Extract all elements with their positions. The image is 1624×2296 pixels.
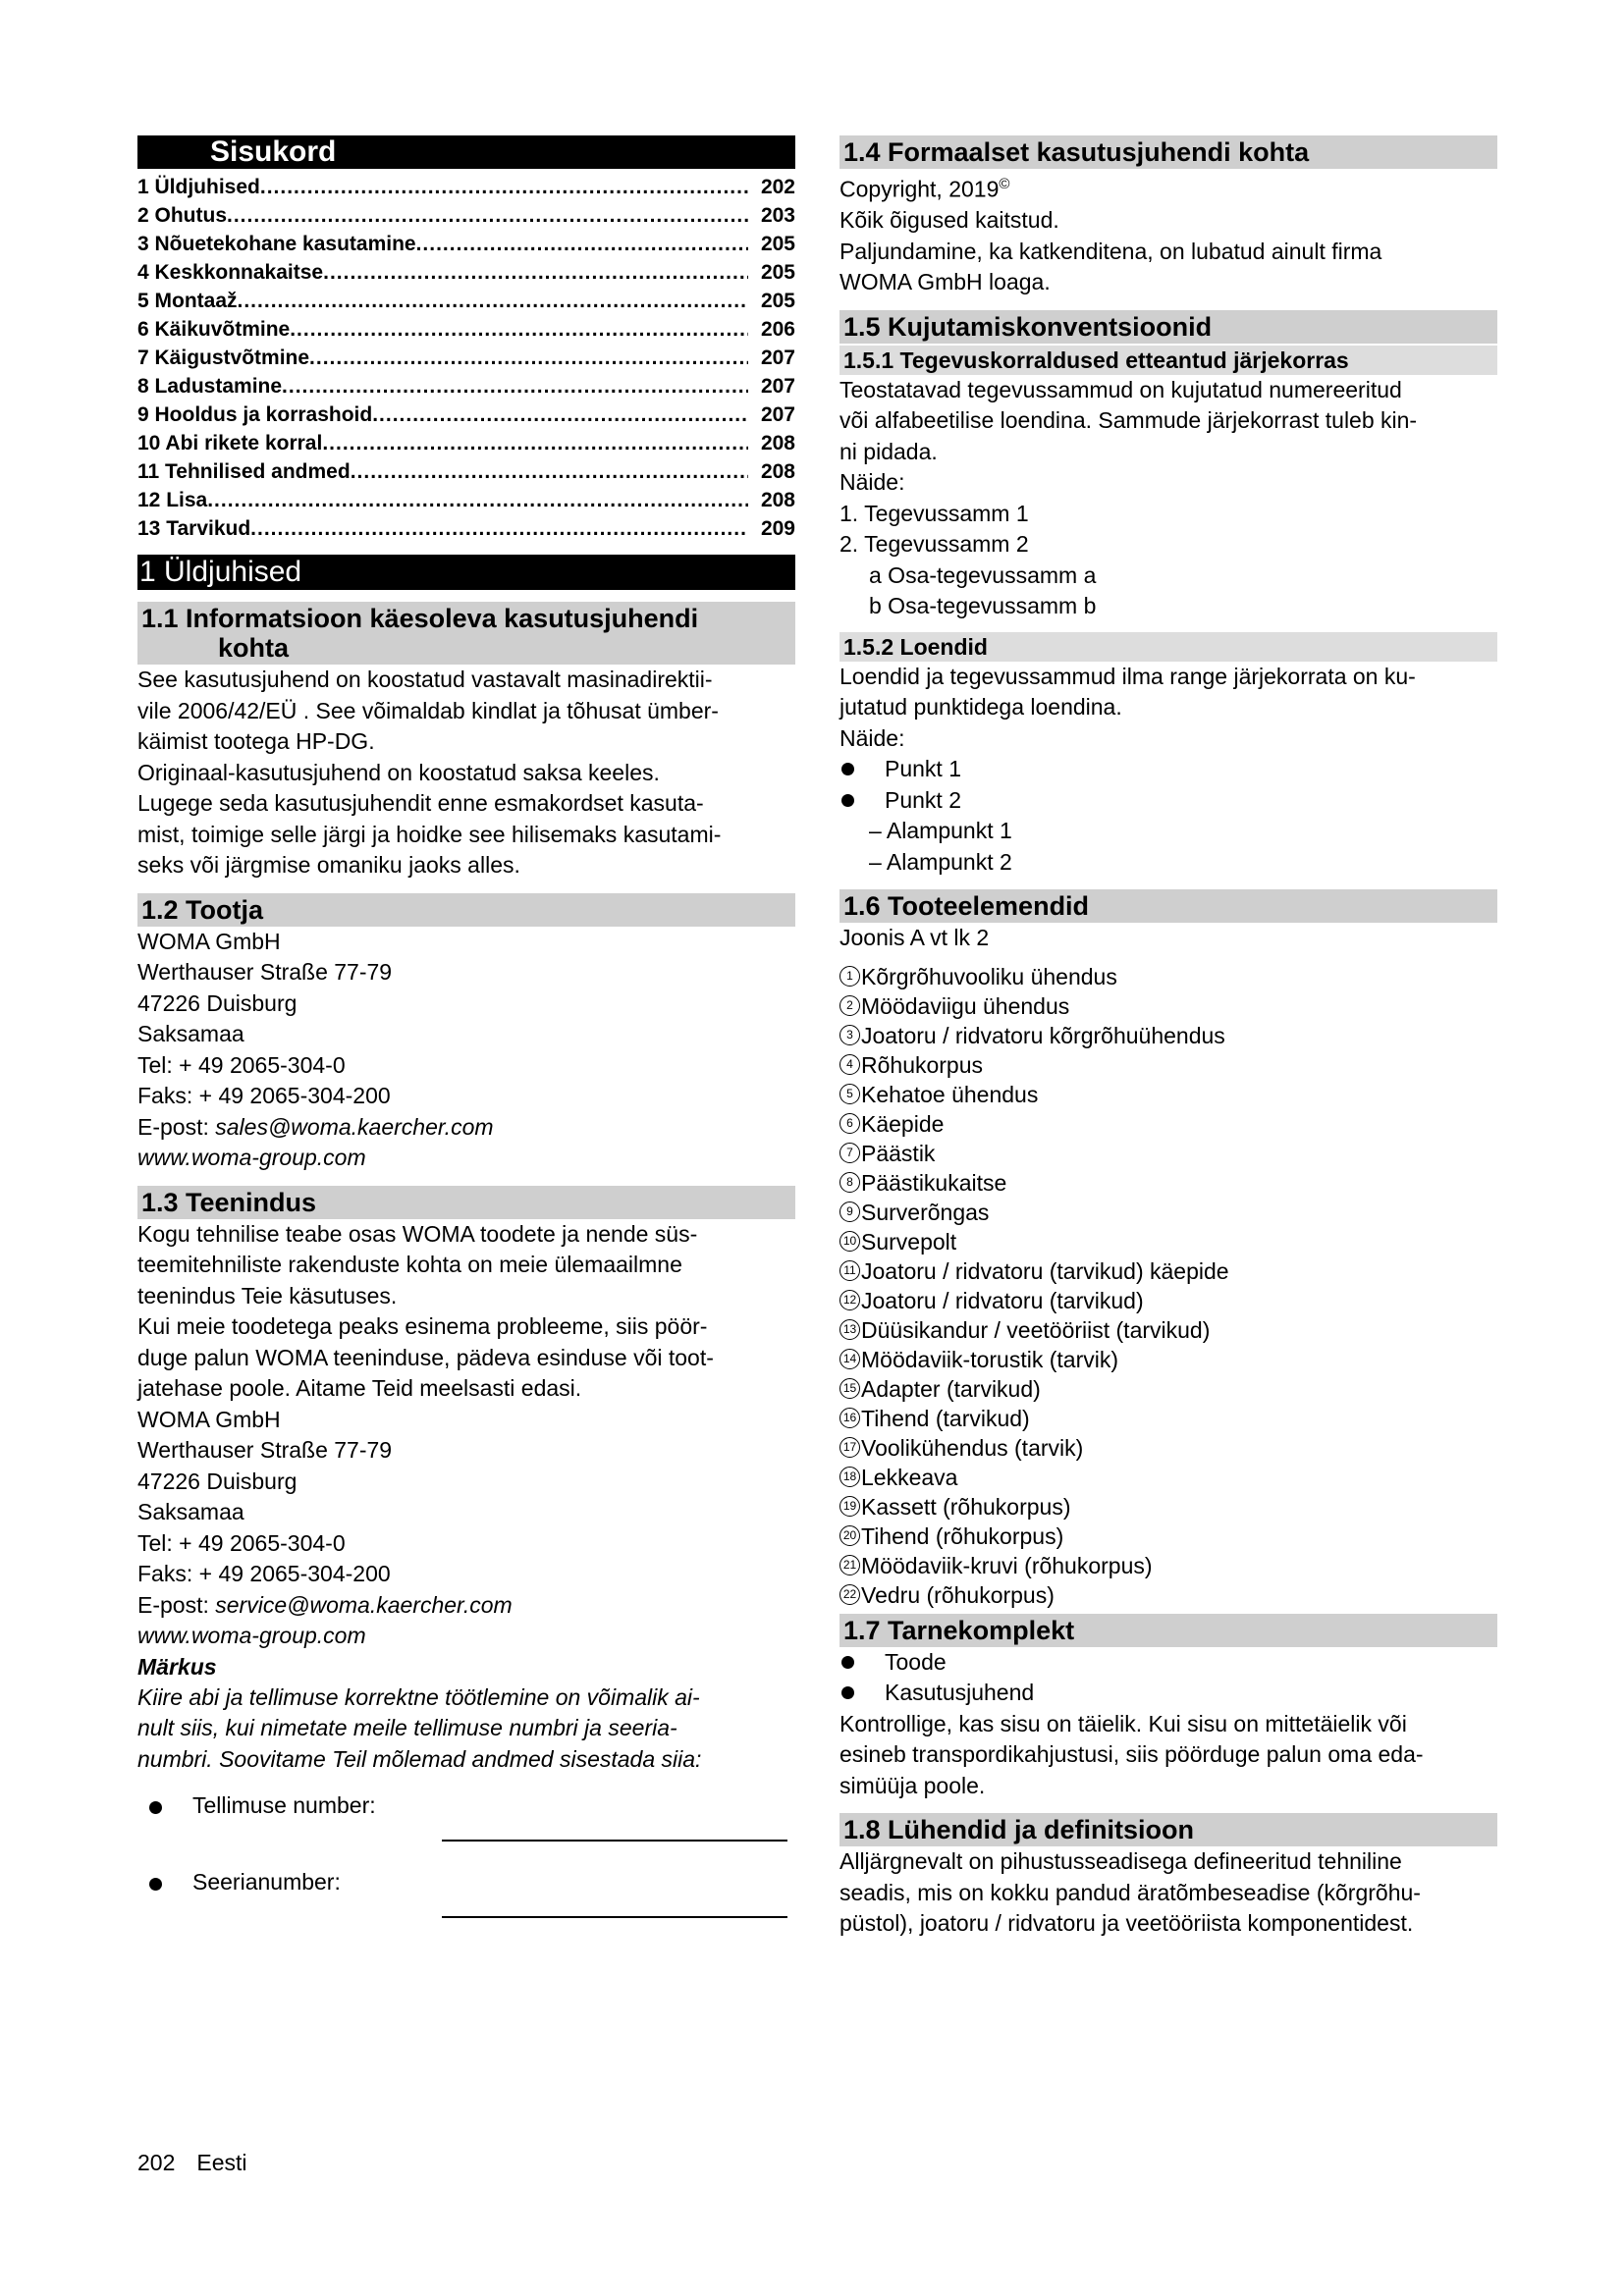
- text-line: Saksamaa: [137, 1499, 244, 1524]
- circled-number-icon: 12: [839, 1290, 860, 1310]
- chapter-heading: 1 Üldjuhised: [137, 555, 795, 590]
- component-label: Kõrgrõhuvooliku ühendus: [861, 963, 1117, 989]
- toc-leader-dots: [260, 173, 748, 201]
- toc-item-page: 205: [760, 233, 795, 255]
- definitions-text: [839, 1846, 1497, 1940]
- text-line: vile 2006/42/EÜ . See võimaldab kindlat ja tõhusat ümber-: [137, 697, 719, 723]
- text-line: 2. Tegevussamm 2: [839, 531, 1029, 558]
- text-line: – Alampunkt 2: [869, 848, 1012, 875]
- component-item: [839, 1551, 1497, 1580]
- circled-number-icon: 10: [839, 1231, 860, 1252]
- toc-item-title: 12 Lisa: [137, 489, 208, 511]
- toc-leader-dots: [227, 201, 748, 230]
- component-item: [839, 1433, 1497, 1463]
- bullet-list-example: [839, 754, 1497, 816]
- text-line: käimist tootega HP-DG.: [137, 728, 375, 754]
- text-line: seadis, mis on kokku pandud äratõmbeseadise (kõrgrõhu-: [839, 1879, 1421, 1905]
- fill-in-label: Tellimuse number:: [192, 1792, 376, 1818]
- circled-number-icon: 15: [839, 1378, 860, 1399]
- copyright-text: Copyright, 2019: [839, 176, 1000, 202]
- component-label: Kassett (rõhukorpus): [861, 1493, 1071, 1520]
- toc-item-title: 5 Montaaž: [137, 290, 238, 312]
- bullet-icon: [149, 1801, 162, 1814]
- toc-item-page: 207: [760, 375, 795, 398]
- text-line: Lugege seda kasutusjuhendit enne esmakordset kasuta-: [137, 790, 704, 816]
- component-label: Rõhukorpus: [861, 1051, 984, 1078]
- text-line: või alfabeetilise loendina. Sammude järjekorrast tuleb kin-: [839, 407, 1418, 434]
- bullet-icon: [839, 1678, 885, 1708]
- circled-number-icon: 16: [839, 1408, 860, 1428]
- text-line: seks või järgmise omaniku jaoks alles.: [137, 852, 520, 878]
- text-line: püstol), joatoru / ridvatoru ja veetööriista komponentidest.: [839, 1910, 1414, 1937]
- text-line: Kõik õigused kaitstud.: [839, 207, 1059, 234]
- circled-number-icon: 1: [839, 966, 860, 987]
- component-label: Möödaviigu ühendus: [861, 992, 1070, 1019]
- toc-item[interactable]: [137, 514, 795, 543]
- text-line: Originaal-kasutusjuhend on koostatud saksa keeles.: [137, 759, 660, 785]
- component-item: [839, 1522, 1497, 1551]
- component-label: Lekkeava: [861, 1464, 958, 1490]
- bullet-icon: [149, 1878, 162, 1891]
- toc-item-page: 203: [760, 204, 795, 227]
- manufacturer-website[interactable]: www.woma-group.com: [137, 1145, 366, 1170]
- toc-leader-dots: [416, 230, 748, 258]
- component-item: [839, 1256, 1497, 1286]
- toc-item-page: 208: [760, 489, 795, 511]
- toc-item-page: 205: [760, 261, 795, 284]
- component-item: [839, 1404, 1497, 1433]
- component-item: [839, 991, 1497, 1021]
- list-item: [839, 1678, 1497, 1709]
- toc-item-title: 11 Tehnilised andmed: [137, 460, 351, 483]
- text-line: teenindus Teie käsutuses.: [137, 1282, 398, 1308]
- circled-number-icon: 2: [839, 995, 860, 1016]
- component-item: [839, 1198, 1497, 1227]
- text-line: Näide:: [839, 469, 905, 496]
- component-item: [839, 1286, 1497, 1315]
- subsection-heading-1-5-2: 1.5.2 Loendid: [839, 632, 1497, 662]
- component-label: Düüsikandur / veetööriist (tarvikud): [861, 1316, 1211, 1343]
- toc-item[interactable]: [137, 400, 795, 429]
- toc-leader-dots: [309, 344, 748, 372]
- section-heading-1-6: 1.6 Tooteelemendid: [839, 889, 1497, 923]
- circled-number-icon: 19: [839, 1496, 860, 1517]
- note-title: Märkus: [137, 1653, 217, 1680]
- toc-leader-dots: [372, 400, 748, 429]
- toc-leader-dots: [250, 514, 748, 543]
- toc-item-page: 207: [760, 347, 795, 369]
- toc-leader-dots: [290, 315, 748, 344]
- component-item: [839, 1139, 1497, 1168]
- text-line: WOMA GmbH loaga.: [839, 269, 1051, 295]
- toc-item[interactable]: [137, 287, 795, 315]
- text-line: teemitehniliste rakenduste kohta on meie ülemaailmne: [137, 1252, 682, 1277]
- toc-item[interactable]: [137, 372, 795, 400]
- component-label: Kehatoe ühendus: [861, 1081, 1039, 1107]
- circled-number-icon: 6: [839, 1113, 860, 1134]
- component-label: Tihend (tarvikud): [861, 1405, 1030, 1431]
- text-line: Paljundamine, ka katkenditena, on lubatud ainult firma: [839, 238, 1382, 264]
- fill-in-blank-line[interactable]: [442, 1840, 787, 1842]
- email-label: E-post:: [137, 1591, 216, 1618]
- text-line: Alljärgnevalt on pihustusseadisega defineeritud tehniline: [839, 1848, 1402, 1875]
- component-list: [839, 962, 1497, 1610]
- toc-item-page: 208: [760, 432, 795, 454]
- toc-item[interactable]: [137, 173, 795, 201]
- component-label: Möödaviik-torustik (tarvik): [861, 1346, 1118, 1372]
- circled-number-icon: 5: [839, 1084, 860, 1104]
- component-label: Vedru (rõhukorpus): [861, 1581, 1055, 1608]
- toc-item-title: 1 Üldjuhised: [137, 176, 260, 198]
- toc-item[interactable]: [137, 258, 795, 287]
- toc-item[interactable]: [137, 344, 795, 372]
- toc-item[interactable]: [137, 429, 795, 457]
- bullet-icon: [839, 754, 885, 784]
- service-text: [137, 1219, 795, 1590]
- fill-in-label: Seerianumber:: [192, 1869, 341, 1895]
- text-line: Kiire abi ja tellimuse korrektne töötlemine on võimalik ai-: [137, 1683, 700, 1710]
- text-line: WOMA GmbH: [137, 928, 281, 954]
- circled-number-icon: 4: [839, 1054, 860, 1075]
- section-1-1-text: [137, 665, 795, 881]
- section-1-4-text: [839, 205, 1497, 298]
- component-item: [839, 1345, 1497, 1374]
- copyright-symbol: ©: [999, 176, 1010, 192]
- service-website[interactable]: www.woma-group.com: [137, 1623, 366, 1648]
- section-heading-1-3: 1.3 Teenindus: [137, 1186, 795, 1219]
- component-label: Survepolt: [861, 1228, 957, 1255]
- component-item: [839, 1315, 1497, 1345]
- delivery-items: [839, 1647, 1497, 1709]
- text-line: jutatud punktidega loendina.: [839, 694, 1122, 721]
- manufacturer-email[interactable]: sales@woma.kaercher.com: [215, 1113, 494, 1140]
- component-item: [839, 1050, 1497, 1080]
- circled-number-icon: 18: [839, 1467, 860, 1487]
- list-item-text: Kasutusjuhend: [885, 1680, 1035, 1706]
- component-item: [839, 1463, 1497, 1492]
- section-1-5-2-text: [839, 662, 1497, 755]
- service-email-line: [137, 1590, 795, 1622]
- toc-item-title: 8 Ladustamine: [137, 375, 283, 398]
- toc-item[interactable]: [137, 201, 795, 230]
- delivery-text: [839, 1709, 1497, 1802]
- toc-leader-dots: [238, 287, 748, 315]
- toc-item[interactable]: [137, 457, 795, 486]
- fill-in-row: [137, 1863, 795, 1940]
- list-item-text: Punkt 2: [885, 786, 961, 813]
- text-line: jatehase poole. Aitame Teid meelsasti edasi.: [137, 1375, 582, 1401]
- circled-number-icon: 20: [839, 1525, 860, 1546]
- component-label: Käepide: [861, 1110, 945, 1137]
- right-column: [839, 135, 1497, 1940]
- component-label: Joatoru / ridvatoru (tarvikud) käepide: [861, 1257, 1229, 1284]
- numbered-steps: [839, 499, 1497, 561]
- text-line: Kogu tehnilise teabe osas WOMA toodete ja nende süs-: [137, 1220, 698, 1247]
- list-item-text: Punkt 1: [885, 756, 961, 782]
- text-line: Faks: + 49 2065-304-200: [137, 1561, 391, 1586]
- section-heading-1-8: 1.8 Lühendid ja definitsioon: [839, 1813, 1497, 1846]
- circled-number-icon: 9: [839, 1201, 860, 1222]
- text-line: simüüja poole.: [839, 1772, 986, 1798]
- page-number: 202: [137, 2150, 176, 2175]
- component-label: Päästikukaitse: [861, 1169, 1007, 1196]
- component-label: Möödaviik-kruvi (rõhukorpus): [861, 1552, 1153, 1578]
- toc-item-title: 13 Tarvikud: [137, 517, 251, 540]
- text-line: a Osa-tegevussamm a: [869, 561, 1097, 588]
- circled-number-icon: 14: [839, 1349, 860, 1369]
- toc-item[interactable]: [137, 315, 795, 344]
- component-item: [839, 1374, 1497, 1404]
- text-line: 47226 Duisburg: [137, 1468, 298, 1494]
- text-line: Werthauser Straße 77-79: [137, 959, 393, 985]
- text-line: See kasutusjuhend on koostatud vastavalt masinadirektii-: [137, 667, 713, 692]
- text-line: Teostatavad tegevussammud on kujutatud numereeritud: [839, 376, 1402, 402]
- text-line: Kui meie toodetega peaks esinema probleeme, siis pöör-: [137, 1313, 708, 1339]
- text-line: esineb transpordikahjustusi, siis pöörduge palun oma eda-: [839, 1741, 1424, 1768]
- text-line: ni pidada.: [839, 438, 938, 464]
- text-line: 47226 Duisburg: [137, 989, 298, 1016]
- component-item: [839, 1109, 1497, 1139]
- page-footer: [137, 2150, 269, 2176]
- toc-item-title: 3 Nõuetekohane kasutamine: [137, 233, 416, 255]
- toc-item-title: 10 Abi rikete korral: [137, 432, 323, 454]
- circled-number-icon: 11: [839, 1260, 860, 1281]
- component-label: Surverõngas: [861, 1199, 990, 1225]
- toc-leader-dots: [282, 372, 748, 400]
- section-title-1-1a: 1.1 Informatsioon käesoleva kasutusjuhendi: [141, 604, 699, 633]
- toc-item-title: 4 Keskkonnakaitse: [137, 261, 324, 284]
- toc-item-page: 209: [760, 517, 795, 540]
- list-item: [839, 1647, 1497, 1679]
- toc-item-page: 207: [760, 403, 795, 426]
- text-line: Werthauser Straße 77-79: [137, 1437, 393, 1463]
- component-label: Päästik: [861, 1140, 936, 1166]
- toc-item-title: 6 Käikuvõtmine: [137, 318, 291, 341]
- text-line: – Alampunkt 1: [869, 818, 1012, 844]
- text-line: Loendid ja tegevussammud ilma range järjekorrata on ku-: [839, 663, 1416, 689]
- toc-title: Sisukord: [137, 135, 795, 169]
- toc-leader-dots: [351, 457, 748, 486]
- component-label: Tihend (rõhukorpus): [861, 1522, 1064, 1549]
- fill-in-fields: [137, 1787, 795, 1940]
- fill-in-blank-line[interactable]: [442, 1916, 787, 1918]
- section-heading-1-4: 1.4 Formaalset kasutusjuhendi kohta: [839, 135, 1497, 169]
- toc-item-page: 208: [760, 460, 795, 483]
- text-line: numbri. Soovitame Teil mõlemad andmed sisestada siia:: [137, 1745, 702, 1772]
- circled-number-icon: 22: [839, 1584, 860, 1605]
- table-of-contents: [137, 173, 795, 543]
- note-text: [137, 1682, 795, 1776]
- section-heading-1-7: 1.7 Tarnekomplekt: [839, 1614, 1497, 1647]
- manufacturer-address: [137, 927, 795, 1112]
- toc-leader-dots: [322, 429, 748, 457]
- fill-in-row: [137, 1787, 795, 1863]
- email-label: E-post:: [137, 1113, 216, 1140]
- toc-leader-dots: [207, 486, 748, 514]
- section-heading-1-5: 1.5 Kujutamiskonventsioonid: [839, 310, 1497, 344]
- circled-number-icon: 17: [839, 1437, 860, 1458]
- text-line: b Osa-tegevussamm b: [869, 593, 1097, 619]
- list-item: [839, 785, 1497, 817]
- list-item-text: Toode: [885, 1648, 947, 1675]
- component-item: [839, 1080, 1497, 1109]
- toc-item-page: 205: [760, 290, 795, 312]
- component-item: [839, 1227, 1497, 1256]
- component-item: [839, 1580, 1497, 1610]
- left-column: [137, 135, 795, 1940]
- text-line: 1. Tegevussamm 1: [839, 500, 1029, 526]
- text-line: duge palun WOMA teeninduse, pädeva esinduse või toot-: [137, 1344, 714, 1370]
- manufacturer-email-line: [137, 1112, 795, 1144]
- component-label: Voolikühendus (tarvik): [861, 1434, 1084, 1461]
- service-email[interactable]: service@woma.kaercher.com: [215, 1591, 513, 1618]
- section-heading-1-2: 1.2 Tootja: [137, 893, 795, 927]
- component-label: Adapter (tarvikud): [861, 1375, 1041, 1402]
- circled-number-icon: 21: [839, 1555, 860, 1575]
- text-line: Tel: + 49 2065-304-0: [137, 1529, 346, 1556]
- toc-item-title: 7 Käigustvõtmine: [137, 347, 310, 369]
- text-line: mist, toimige selle järgi ja hoidke see hilisemaks kasutami-: [137, 821, 722, 847]
- figure-reference: Joonis A vt lk 2: [839, 925, 990, 951]
- dash-sublist: [839, 816, 1497, 878]
- circled-number-icon: 13: [839, 1319, 860, 1340]
- component-label: Joatoru / ridvatoru kõrgrõhuühendus: [861, 1022, 1225, 1048]
- component-item: [839, 1492, 1497, 1522]
- component-item: [839, 1021, 1497, 1050]
- text-line: Näide:: [839, 724, 905, 751]
- copyright-line: [839, 169, 1497, 205]
- text-line: WOMA GmbH: [137, 1406, 281, 1432]
- toc-item[interactable]: [137, 230, 795, 258]
- circled-number-icon: 3: [839, 1025, 860, 1045]
- toc-item-page: 206: [760, 318, 795, 341]
- text-line: Tel: + 49 2065-304-0: [137, 1051, 346, 1078]
- component-label: Joatoru / ridvatoru (tarvikud): [861, 1287, 1144, 1313]
- text-line: Faks: + 49 2065-304-200: [137, 1083, 391, 1108]
- text-line: Kontrollige, kas sisu on täielik. Kui sisu on mittetäielik või: [839, 1710, 1407, 1736]
- list-item: [839, 754, 1497, 785]
- toc-leader-dots: [323, 258, 748, 287]
- footer-language: Eesti: [196, 2150, 247, 2175]
- circled-number-icon: 8: [839, 1172, 860, 1193]
- text-line: nult siis, kui nimetate meile tellimuse numbri ja seeria-: [137, 1715, 677, 1740]
- toc-item-page: 202: [760, 176, 795, 198]
- bullet-icon: [839, 785, 885, 816]
- component-item: [839, 1168, 1497, 1198]
- toc-item-title: 2 Ohutus: [137, 204, 228, 227]
- text-line: Saksamaa: [137, 1021, 244, 1046]
- section-heading-1-1: [137, 602, 795, 665]
- component-item: [839, 962, 1497, 991]
- subsection-heading-1-5-1: 1.5.1 Tegevuskorraldused etteantud järjekorras: [839, 346, 1497, 375]
- toc-item-title: 9 Hooldus ja korrashoid: [137, 403, 373, 426]
- section-1-5-1-text: [839, 375, 1497, 499]
- bullet-icon: [839, 1647, 885, 1678]
- section-title-1-1b: kohta: [218, 633, 290, 663]
- toc-item[interactable]: [137, 486, 795, 514]
- circled-number-icon: 7: [839, 1143, 860, 1163]
- sub-steps: [839, 561, 1497, 622]
